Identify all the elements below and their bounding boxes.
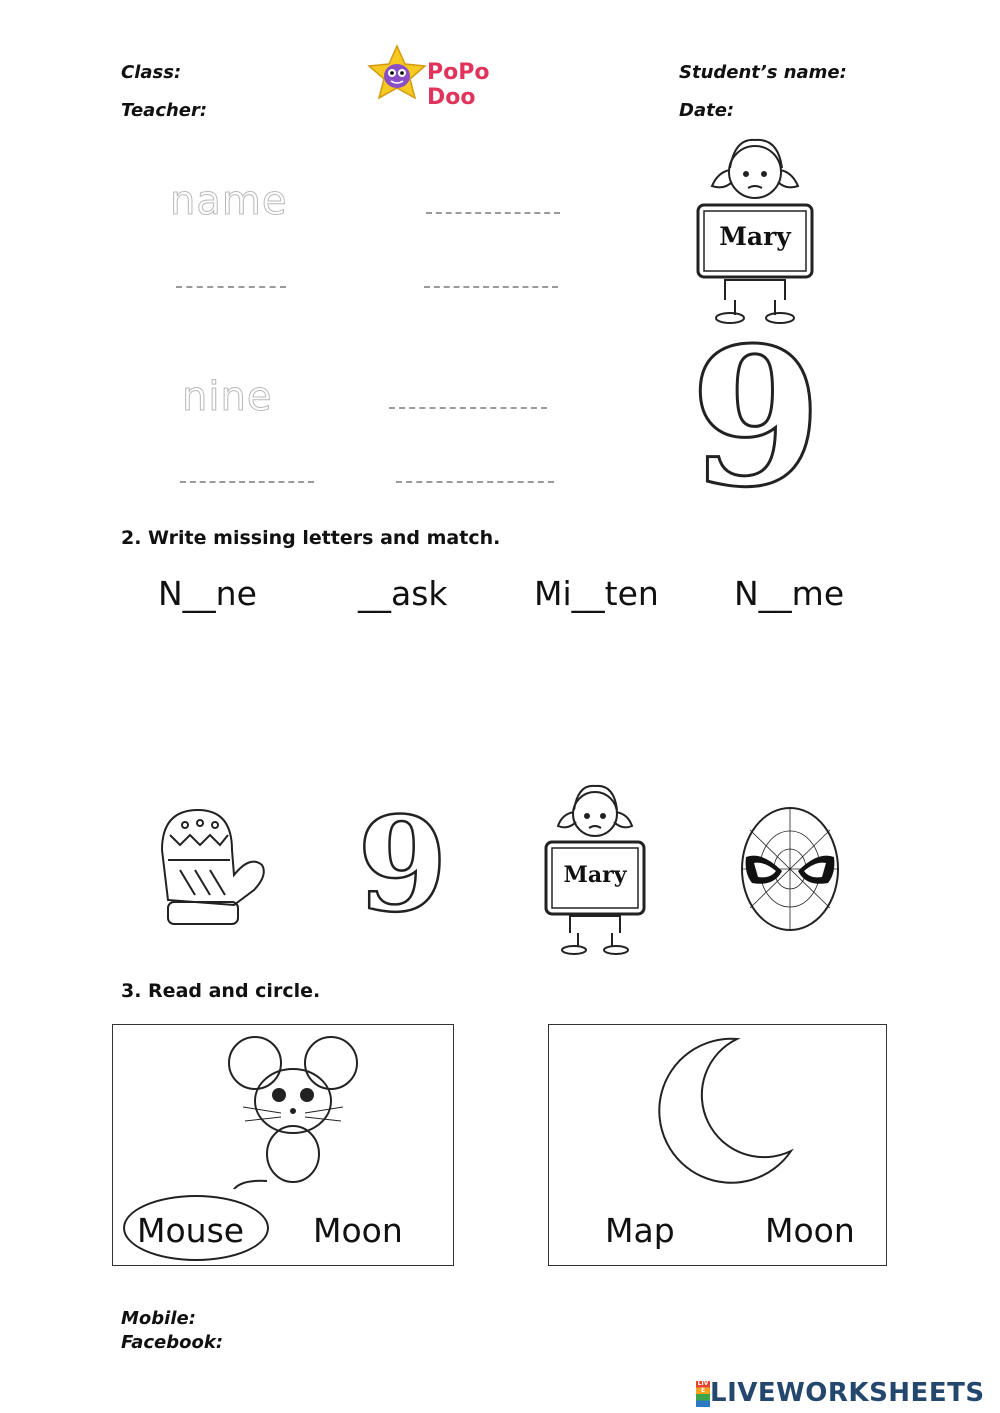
mitten-icon (150, 805, 270, 930)
write-line[interactable] (424, 286, 558, 288)
option-map[interactable]: Map (605, 1211, 675, 1250)
brand-badge-icon: LIVE (696, 1381, 710, 1407)
write-line[interactable] (426, 212, 560, 214)
facebook-label: Facebook: (121, 1332, 224, 1353)
section-2-title: 2. Write missing letters and match. (121, 527, 501, 549)
mouse-icon (223, 1029, 363, 1189)
option-moon[interactable]: Moon (765, 1211, 855, 1250)
read-circle-box-1 (112, 1024, 454, 1266)
big-number-nine: 9 (690, 306, 823, 529)
missing-letter-word[interactable]: N__me (734, 574, 845, 613)
mobile-label: Mobile: (121, 1308, 196, 1329)
option-mouse[interactable]: Mouse (137, 1211, 245, 1250)
date-label: Date: (679, 100, 735, 121)
mask-icon (738, 805, 842, 933)
missing-letter-word[interactable]: Mi__ten (534, 574, 659, 613)
mitten-picture[interactable] (150, 805, 270, 930)
girl-mary-small-picture[interactable] (540, 778, 650, 956)
option-moon[interactable]: Moon (313, 1211, 403, 1250)
missing-letter-word[interactable]: __ask (358, 574, 448, 613)
number-nine-picture[interactable]: 9 (357, 788, 448, 941)
trace-word-nine: nine (182, 374, 273, 420)
brand-text: LIVEWORKSHEETS (710, 1378, 985, 1408)
liveworksheets-brand[interactable] (696, 1378, 996, 1410)
read-circle-box-2 (548, 1024, 887, 1266)
write-line[interactable] (176, 286, 286, 288)
write-line[interactable] (180, 481, 314, 483)
name-card-text: Mary (563, 862, 627, 888)
girl-mary-picture (690, 130, 820, 325)
moon-icon (641, 1031, 801, 1191)
logo-text: PoPo Doo (427, 60, 490, 110)
write-line[interactable] (389, 407, 547, 409)
missing-letter-word[interactable]: N__ne (158, 574, 257, 613)
name-card-text: Mary (719, 222, 791, 251)
write-line[interactable] (396, 481, 554, 483)
teacher-label: Teacher: (121, 100, 208, 121)
spider-mask-picture[interactable] (738, 805, 842, 933)
trace-word-name: name (170, 178, 288, 224)
section-3-title: 3. Read and circle. (121, 980, 321, 1002)
student-name-label: Student’s name: (679, 62, 847, 83)
class-label: Class: (121, 62, 182, 83)
popodoo-logo (365, 44, 540, 110)
